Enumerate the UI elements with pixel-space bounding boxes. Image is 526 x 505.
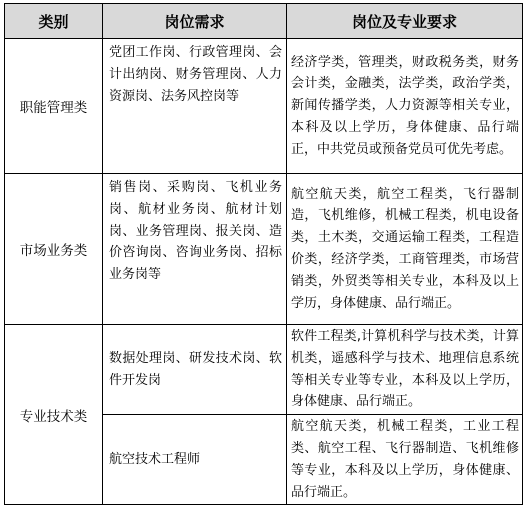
row-requirements: 经济学类，管理类，财政税务类，财务会计类，金融类，法学类，政治学类，新闻传播学类，人力资源等相关专业，本科及以上学历，身体健康、品行端正，中共党员或预备党员可优先考虑。: [287, 39, 523, 174]
table-row: [5, 325, 523, 415]
header-positions: 岗位需求: [103, 4, 287, 39]
row-requirements: 航空航天类，航空工程类，飞行器制造，飞机维修，机械工程类，机电设备类，土木类，交通运输工程类，工程造价类，经济学类，工商管理类，市场营销类，外贸类等相关专业，本科及以上学历，身体健康、品行端正。: [287, 174, 523, 325]
row-category: 职能管理类: [5, 39, 103, 174]
row-positions: 销售岗、采购岗、飞机业务岗、航材业务岗、航材计划岗、业务管理岗、报关岗、造价咨询岗、咨询业务岗、招标业务岗等: [103, 174, 287, 325]
table-header-row: [5, 4, 523, 39]
row-positions: 数据处理岗、研发技术岗、软件开发岗: [103, 325, 287, 415]
job-requirements-table: [4, 3, 523, 505]
row-category: 市场业务类: [5, 174, 103, 325]
header-category: 类别: [5, 4, 103, 39]
row-requirements: 航空航天类，机械工程类，工业工程类、航空工程、飞行器制造、飞机维修等专业，本科及以上学历，身体健康、品行端正。: [287, 415, 523, 505]
row-positions: 党团工作岗、行政管理岗、会计出纳岗、财务管理岗、人力资源岗、法务风控岗等: [103, 39, 287, 174]
table-row: [5, 39, 523, 174]
row-requirements: 软件工程类,计算机科学与技术类，计算机类，遥感科学与技术、地理信息系统等相关专业等专业，本科及以上学历，身体健康、品行端正。: [287, 325, 523, 415]
table-row: [5, 174, 523, 325]
row-category: 专业技术类: [5, 325, 103, 505]
row-positions: 航空技术工程师: [103, 415, 287, 505]
header-requirements: 岗位及专业要求: [287, 4, 523, 39]
